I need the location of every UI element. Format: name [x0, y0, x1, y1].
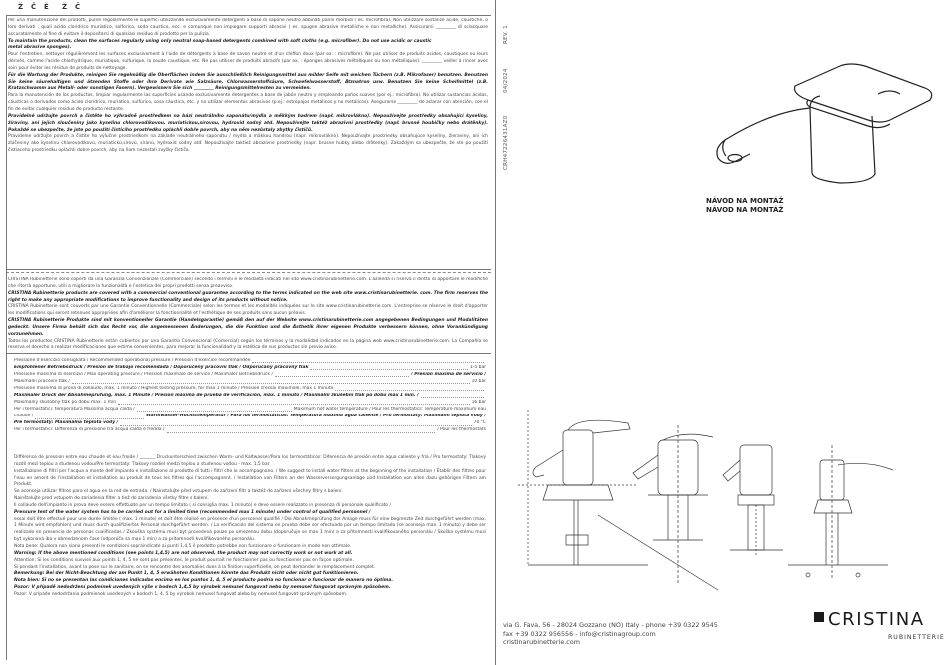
document-date: 04/2024 — [503, 68, 509, 93]
spec-row — [14, 365, 486, 372]
guarantee-fr: CRISTINA Rubinetterie sont couverts par une Garantie Conventionnelle (Commerciale) selon les termes et les modalités indiquées sur le site www.cristinarubinetterie.com. L'entreprise se réserve le droit d'apporter les modifications qui seront retenues appropriées afin d'améliorer la fonctionnalité et l'esthétique de ses produits sans aucun préavis. — [8, 304, 488, 317]
cleaning-en: To maintain the products, clean the surfaces regularly using only neutral soap-based detergents combined with soft cloths (e.g. microfiber). Do not use acidic or caustic — [8, 38, 432, 44]
guarantee-es: Todos los productos CRISTINA Rubinetterie están cubiertos por una Garantía Convencional (Comercial) según los términos y la modalidad indicados en la página web www.cristinarubinetterie.com. La Compañía se reserva el derecho a realizar modificaciones que estime convenientes, para mejorar la funcionalidad y la estética de sus productos sin previo aviso. — [8, 338, 488, 351]
address-line-2: fax +39 0322 956556 - info@cristinagroup.com — [503, 629, 656, 638]
address-line-1: via G. Fava, 56 - 28024 Gozzano (NO) Italy - phone +39 0322 9545 — [503, 621, 718, 629]
spec-label: chaude / — [14, 413, 34, 419]
brand-square-icon — [814, 612, 824, 622]
cleaning-sk: Pravidelne udržujte povrch a čistite ho výlučne prostriedkom na základe neutrálneho saponátu / mydla a mäkkou handrou (napr. mikrovlákno). Nepoužívajte prostriedky obsahujúce kyseliny, žieraviny, ani ich zlúčeniny ako kyselinu chlorovodíkovú, muriatickú,sírovú, síranú, hydroxid sodný atď. Nepoužívajte taktiež abrazívne prostriedky (napr. brúsne hubky alebo drôtenky). Zakaždým sa ubezpečte, že ste po použití čistiaceho prostriedku opláchli dobre povrch, aby na ňom nezostali zvyšky čističa. — [8, 134, 488, 154]
note: Il collaudo dell'impianto in prova deve essere effettuato per un tempo limitato ( si consiglia max. 1 minuto) e deve essere realizzato in presenza di personale qualificato / — [14, 502, 392, 508]
divider-top — [6, 15, 491, 16]
symbol-4: Ž — [62, 3, 68, 11]
cleaning-instructions — [8, 18, 488, 266]
spec-label: Pressione d'esercizio consigliata / Recommended operational pressure / Pression d'exercice recommandée — [14, 358, 251, 363]
spec-label: Maximální pracovní tlak / — [14, 378, 70, 384]
company-address — [503, 621, 718, 647]
document-code: CRH47226431AZ0 — [503, 115, 509, 170]
spec-row — [14, 407, 486, 414]
spec-row — [14, 393, 486, 400]
spec-row — [14, 386, 486, 393]
guarantee-en: CRISTINA Rubinetterie products are covered with a commercial conventional guarantee according to the terms indicated on the web site www.cristinarubinetterie. com. The firm reserves the right to make any appropriate modifications to improve functionality and design of its products without notice. — [8, 290, 488, 303]
spec-row — [14, 420, 486, 427]
cleaning-cz: Pravidelné udržujte povrch a čistěte ho výhradně prostředkem na bázi neutrálního saponátu/mýdla a měkkým hadrem (např. mikrovlákno). Nepoužívejte prostředky obsahující kyseliny, žíraviny, ani jejich sloučeniny jako kyselinu chlorovodíkovou, muriatickou,sírovou, hydroxid sodný atd. Nepoužívejte taktéž abrazivní prostředky (např. brusné houbičky nebo drátěnky). Pokaždé se ubezpečte, že jste po použití čisticího prostředku opláchli dobře povrch, aby na něm nezůstaly zbytky čističů. — [8, 113, 488, 133]
spec-value: 70 °C — [473, 420, 486, 426]
cleaning-es: Para la manutención de los productos, limpiar regularmente las superficies usando exclusivamente detergentes a base de jabón neutro y empleando paños suaves (por ej.: microfibra). No utilizar sustancias ácidas, cáusticas o derivados como ácido clorídrico, muriático, sulfúrico, sosa cáustica, etc. y no utilizar elementos abrasivos (p.ej.: estropajos metálicos y no metálicos). Asegurarse _________ de aclarar con atención, con el fin de evitar cualquier residuo de producto restante. — [8, 93, 488, 112]
note: Différence de pression entre eau chaude et eau froide / _______ Druckunterschied zwischen Warm- und Kaltwasser/Para los termostáticos: Diferencia de presión entre agua caliente y fría / Pro termostaty: Tlakový rozdíl mezi teplou a studenou vodou/Pre termostaty: Tlakový rozdiel medzi teplou a studenou vodou - max. 1,5 bar — [14, 455, 486, 467]
spec-label: Pressione massima di prova di collaudo, max. 1 minuto / Highest testing pressure, for max 1 minute / Pression d'essai maximale, max 1 minute — [14, 385, 334, 391]
cleaning-it: Per una manutenzione dei prodotti, pulire regolarmente le superfici utilizzando esclusivamente detergenti a base di sapone neutro abbinati panni morbidi ( es. microfibra). Non utilizzare sostanze acide, caustiche, o loro derivati , quali acido cloridrico muriatico, solforico, soda caustica, ecc. e comunque non impiegare supporti abrasivi ( es. spugne abrasive metalliche e non metalliche). Assicurarsi _________ di sciacquare accuratamente al fine di evitare il depositarsi di qualsiasi residuo di prodotto per la pulizia. — [8, 18, 488, 37]
warning-symbols-row — [18, 3, 488, 15]
divider-vertical — [495, 0, 496, 665]
divider-guarantee-dashed — [6, 272, 491, 273]
divider-guarantee — [6, 269, 491, 270]
spec-value: 1-5 bar — [469, 364, 486, 370]
technical-drawings — [508, 405, 943, 605]
symbol-1: Ž — [18, 3, 24, 11]
symbol-5: Č — [75, 3, 81, 11]
spec-label: Maximaler Druck der Abnahmeprüfung, max. 1 Minute / Presión máxima de prueba de verificación, máx. 1 minuto / Maximální zkušební tlak po dobu max 1 min. / — [14, 392, 419, 398]
note: Pozor: V případě nedodržení podmínek uvedených výše v bodech 1,4,5 by výrobek nemusel fungovat nebo by nemusel fungovat správným způsobem. — [14, 585, 391, 591]
spec-row — [14, 358, 486, 365]
spec-row — [14, 427, 486, 434]
spec-value: / Pour les thermostats — [437, 427, 486, 433]
symbol-2: Č — [31, 3, 37, 11]
spec-row — [14, 372, 486, 379]
spec-label: Empfohlener Betriebsdruck / Presión de trabajo recomendada / Doporučený pracovní tlak / Odporúčaný pracovný tlak — [14, 364, 309, 370]
spec-row — [14, 379, 486, 386]
note: Bemerkung: Bei der Nicht-Beachtung der am Punkt 1, 4, 5 erwähnten Konditionen könnte das Produkt nicht oder nicht gut funktionieren. — [14, 571, 359, 577]
spec-value: Warmwasser-Höchsttemperatur / Para los termostáticos: Temperatura máxima agua caliente / Pro termostaty: Maximální teplota vody / — [146, 413, 486, 419]
note: Nainštalujte pred vstupom do zariadenia filter a tiež do zariadenia všetky filtre s balení. — [14, 496, 209, 502]
note: Si pendant l'installation, avant la pose sur le sanitaire, on se rencontre des anomalies dues à la finition superficielle, on peut demander le remplacement complet. — [14, 564, 376, 570]
spec-value: 16 bar — [471, 399, 486, 405]
cleaning-en-tail: metal abrasive sponges). — [8, 45, 72, 51]
spec-value: Maximum hot water temperature / Pour les thermostatics: Température maximum eau — [293, 406, 486, 412]
brand-subtitle: RUBINETTERIE — [888, 634, 945, 641]
symbol-3: Ě — [44, 3, 49, 11]
note: essai doit être effectué pour une durée limitée ( max. 1 minute) et doit être réalisé en présence d'un personnel qualifié / Die Abnahmeprüfung der Anlage muss für eine begrenzte Zeit durchgeführt werden (max. 1 Minute wird empfohlen) und muss durch qualifiziertes Personal durchgeführt werden. / La verificación del sistema en prueba debe ser efectuado por un tiempo limitado (se aconseja max. 1 minuto) y debe ser realizado en presencia de personas cualificadas / Zkouška systému musí být provedená pouze po omezenou dobu (doporučuje se max 1 min) a za přítomnosti kvalifikovaného personálu / Skúška systému musí byť vykonaná iba v obmedzenom čase (odporúča sa max 1 min) a za prítomnosti kvalifikovaného personálu. — [14, 516, 486, 543]
spec-label: Pressione massima di esercizio / Max operating pressure / Pression maximale de service / Maximaler Betriebsdruck / — [14, 371, 273, 377]
spec-value: 10 bar — [471, 378, 486, 384]
note: Pressure test of the water system has to be carried out for a limited time (recommended max 1 minute) under control of qualified personnel / — [14, 509, 371, 515]
address-line-3: cristinarubinetterie.com — [503, 638, 580, 647]
brand-name: CRISTINA — [828, 609, 925, 630]
note: Attention: Si les conditions susvisé aux points 1, 4, 5 ne sont pas présentes, le produit pourrait ne fonctionner pas ou fonctionner pas en façon optimale. — [14, 557, 354, 563]
cleaning-de: Für die Wartung der Produkte, reinigen Sie regelmäßig die Oberflächen indem Sie ausschließlich Reinigungsmittel aus milder Seife mit weichen Tüchern (z.B. Mikrofaser) benutzen. Benutzen Sie keine säurehaltigen und ätzenden Stoffe oder ihre Derivate wie Salzsäure, Chlorwasserstoffsäure, Schwefelwasserstoff, Ätznatron usw. Benutzen Sie keine Scheifmittel (z.B. Kratzschwamm aus Metall- oder sonstigen Fasern). Vergewissern Sie sich _________ Reinigungsmittelresten zu vermeiden. — [8, 72, 488, 92]
spec-label: Per i termostatici: temperatura Massima acqua calda / — [14, 406, 135, 412]
guarantee-text — [8, 277, 488, 351]
note: Se aconseja utilizar filtros para el agua en la red de entrada. / Nainstalujte před vstupem do zařízení filtr a taktéž do zařízení všechny filtry s balení. — [14, 489, 343, 495]
spec-label: Per i termostatici: Differenza di pressione tra acqua calda e fredda / — [14, 427, 165, 433]
title-sk: NÁVOD NA MONTÁŽ — [706, 206, 784, 214]
page-title — [706, 197, 784, 215]
spec-label: Maximálny skúšobný tlak po dobu max. 1 min — [14, 399, 117, 405]
cleaning-fr: Pour l'entretien, nettoyer régulièrement les surfaces exclusivement à l'aide de détergents à base de savon neutre et d'un chiffon doux (par ex. : microfibre). Ne pas utiliser de produits acides, caustiques ou leurs dérivés, comme l'acide chlorhydrique, muriatique, sulfurique, la soude caustique, etc. Ne pas utiliser de produits abrasifs (par ex. : éponges abrasives métalliques ou non métalliques). _________ veiller à rincer avec soin pour éviter les résidus de produits de nettoyage. — [8, 52, 488, 71]
spec-label: Pre termostaty: Maximálna teplota vody / — [14, 420, 119, 426]
divider-left — [6, 15, 7, 660]
spec-row — [14, 414, 486, 421]
note: Nota bene: Qualora non siano presenti le condizioni sopraindicate ai punti 1,4,5 il prodotto potrebbe non funzionare o funzionare in modo non ottimale. — [14, 543, 352, 549]
spec-value: / Presión maxima de servicio / — [411, 371, 486, 377]
spec-row — [14, 400, 486, 407]
note: Nota bien: Si no se presentan las condiciones indicadas encima en los puntos 1, 4, 5 el producto podría no funcionar o funcionar de manera no óptima. — [14, 578, 394, 584]
title-cz: NÁVOD NA MONTÁŽ — [706, 197, 784, 205]
installation-notes — [14, 455, 486, 599]
faucet-illustration — [700, 8, 950, 188]
divider-pressure — [6, 353, 491, 354]
document-revision: REV. 1 — [503, 25, 509, 44]
note: Installazione di filtri per l'acqua a monte dell'impianto e installazione al prodotto di tutti i filtri che lo accompagnano. / We suggest to install water filters at the beginning of the installation / Établir des filtres pour l'eau en amont de l'installation et installation au produit de tous les filtres qui l'accompagnent. / Installation von Filtern an der Wasserversorgungsanlage und Installation von allen dazu gehörigen Filtern am Produkt. — [14, 468, 486, 488]
note: Pozor: V prípade nedodržania podmienok uvedených v bodoch 1, 4, 5 by výrobok nemusel fungovať alebo by nemusel fungovať správnym spôsobom. — [14, 591, 348, 597]
pressure-specs — [14, 358, 486, 434]
guarantee-de: CRISTINA Rubinetterie Produkte sind mit konventioneller Garantie (Handelsgarantie) gemäß den auf der Website www.cristinarubinetterie.com angegebenen Bedingungen und Modalitäten gedeckt. Unsere Firma behält sich das Recht vor, die angemessenen Änderungen, die die Funktion und die Ästhetik ihrer eigenen Produkte verbessern können, ohne Vorankündigung vorzunehmen. — [8, 318, 488, 337]
note: Warning: If the above mentioned conditions (see points 1,4,5) are not observed, the product may not correctly work or not work at all. — [14, 550, 353, 556]
guarantee-it: CRISTINA Rubinetterie sono coperti da una Garanzia Convenzionale (Commerciale) secondo i termini e le modalità indicati nel sito www.cristinarubinetterie.com. L'azienda si riserva il diritto di apportare le modifiche che riterrà opportune, utili a migliorare la funzionalità e l'estetica dei propri prodotti senza preavviso. — [8, 277, 488, 289]
